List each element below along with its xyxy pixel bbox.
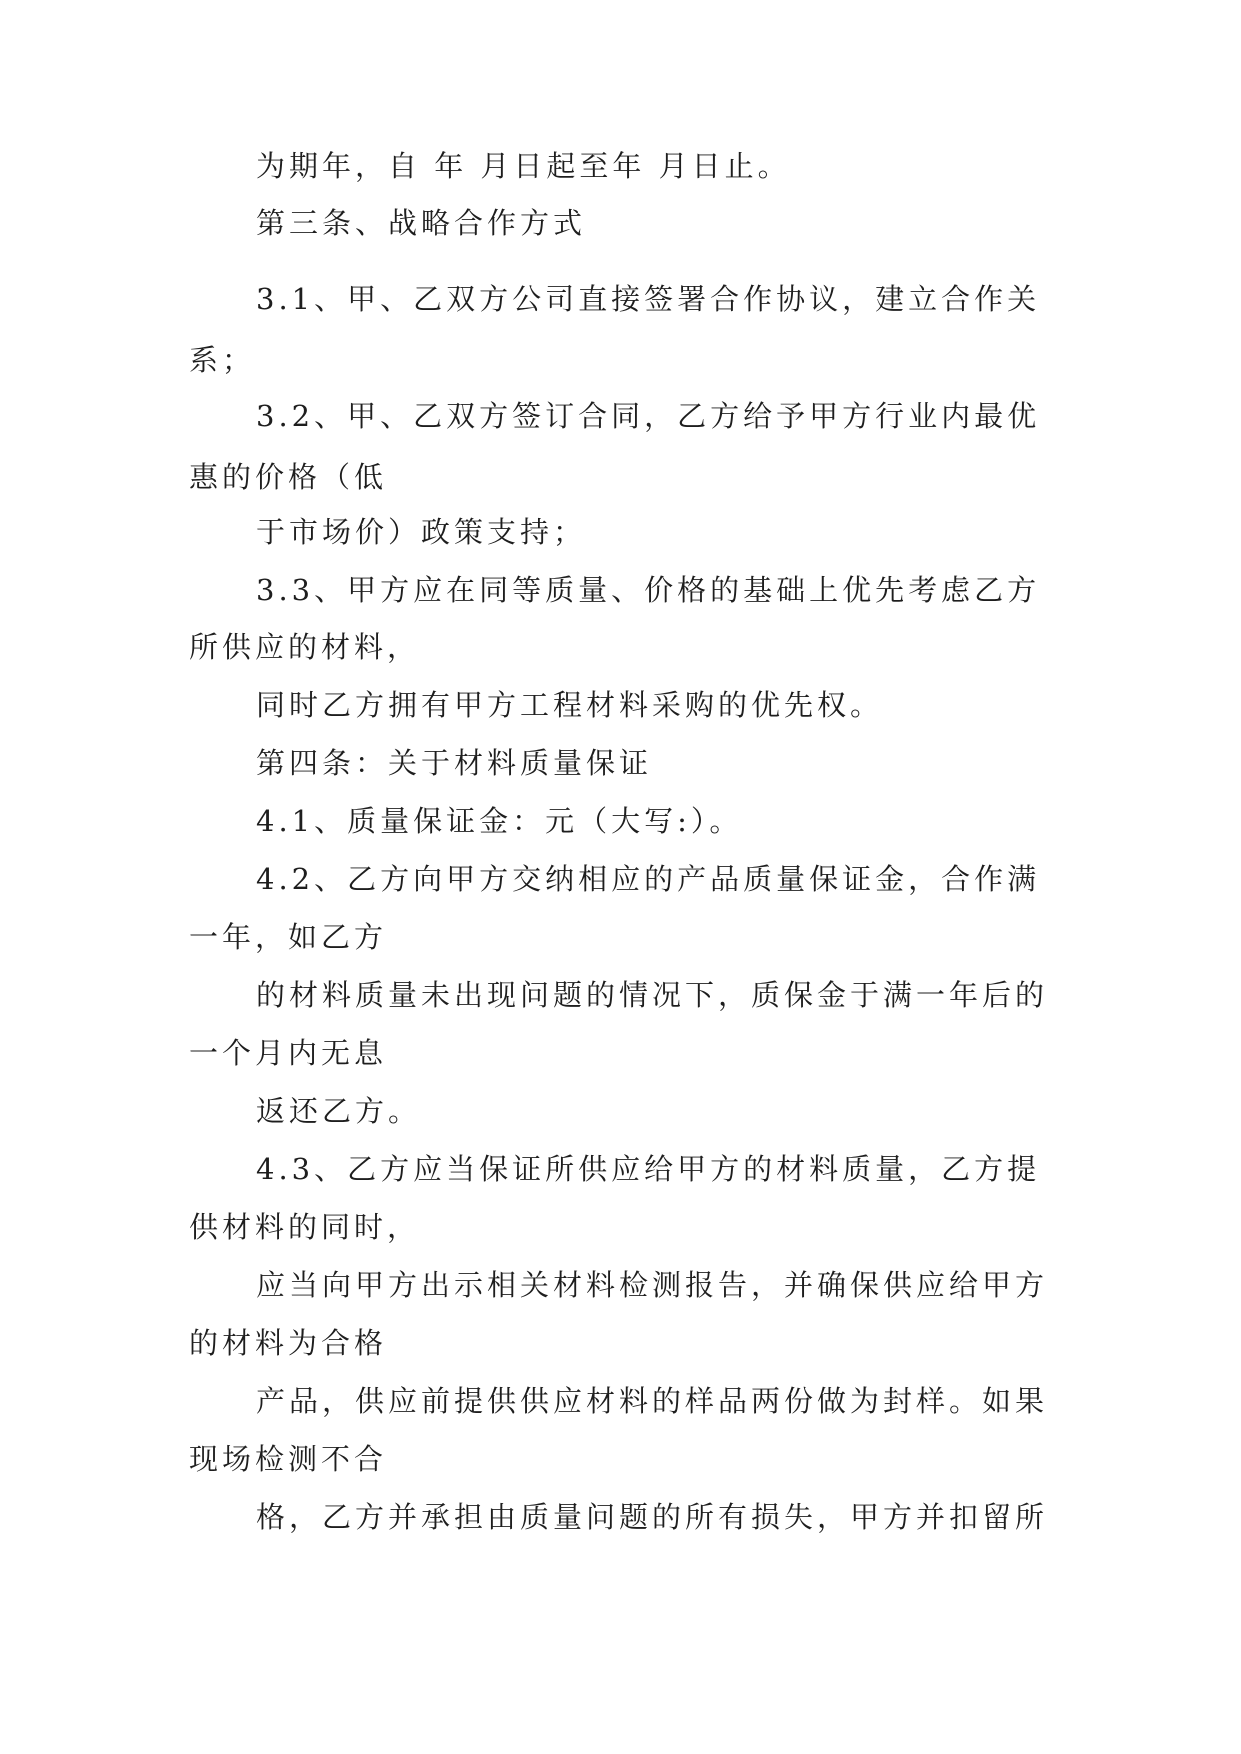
text-line: 供材料的同时， — [189, 1210, 421, 1244]
text-line: 现场检测不合 — [189, 1442, 388, 1476]
text-line: 一个月内无息 — [189, 1036, 388, 1070]
text-line: 同时乙方拥有甲方工程材料采购的优先权。 — [256, 688, 884, 722]
text-line: 产品，供应前提供供应材料的样品两份做为封样。如果 — [256, 1384, 1049, 1418]
text-line: 应当向甲方出示相关材料检测报告，并确保供应给甲方 — [256, 1268, 1049, 1302]
section-heading: 第四条：关于材料质量保证 — [256, 746, 653, 780]
text-line: 4.2、乙方向甲方交纳相应的产品质量保证金，合作满 — [256, 862, 1041, 896]
text-line: 的材料为合格 — [189, 1326, 388, 1360]
text-line: 3.3、甲方应在同等质量、价格的基础上优先考虑乙方 — [256, 573, 1041, 607]
text-line: 所供应的材料， — [189, 630, 421, 664]
text-line: 3.1、甲、乙双方公司直接签署合作协议，建立合作关 — [256, 282, 1041, 316]
section-heading: 第三条、战略合作方式 — [256, 206, 587, 240]
text-line: 的材料质量未出现问题的情况下，质保金于满一年后的 — [256, 978, 1049, 1012]
text-line: 一年，如乙方 — [189, 920, 388, 954]
text-line: 系； — [189, 343, 256, 377]
text-line: 4.1、质量保证金：元（大写:）。 — [256, 804, 743, 838]
text-line: 3.2、甲、乙双方签订合同，乙方给予甲方行业内最优 — [256, 399, 1041, 433]
text-line: 于市场价）政策支持； — [256, 515, 587, 549]
text-line: 4.3、乙方应当保证所供应给甲方的材料质量，乙方提 — [256, 1152, 1041, 1186]
text-line: 为期年，自 年 月日起至年 月日止。 — [256, 149, 791, 183]
text-line: 格，乙方并承担由质量问题的所有损失，甲方并扣留所 — [256, 1500, 1049, 1534]
text-line: 返还乙方。 — [256, 1094, 422, 1128]
text-line: 惠的价格（低 — [189, 460, 388, 494]
